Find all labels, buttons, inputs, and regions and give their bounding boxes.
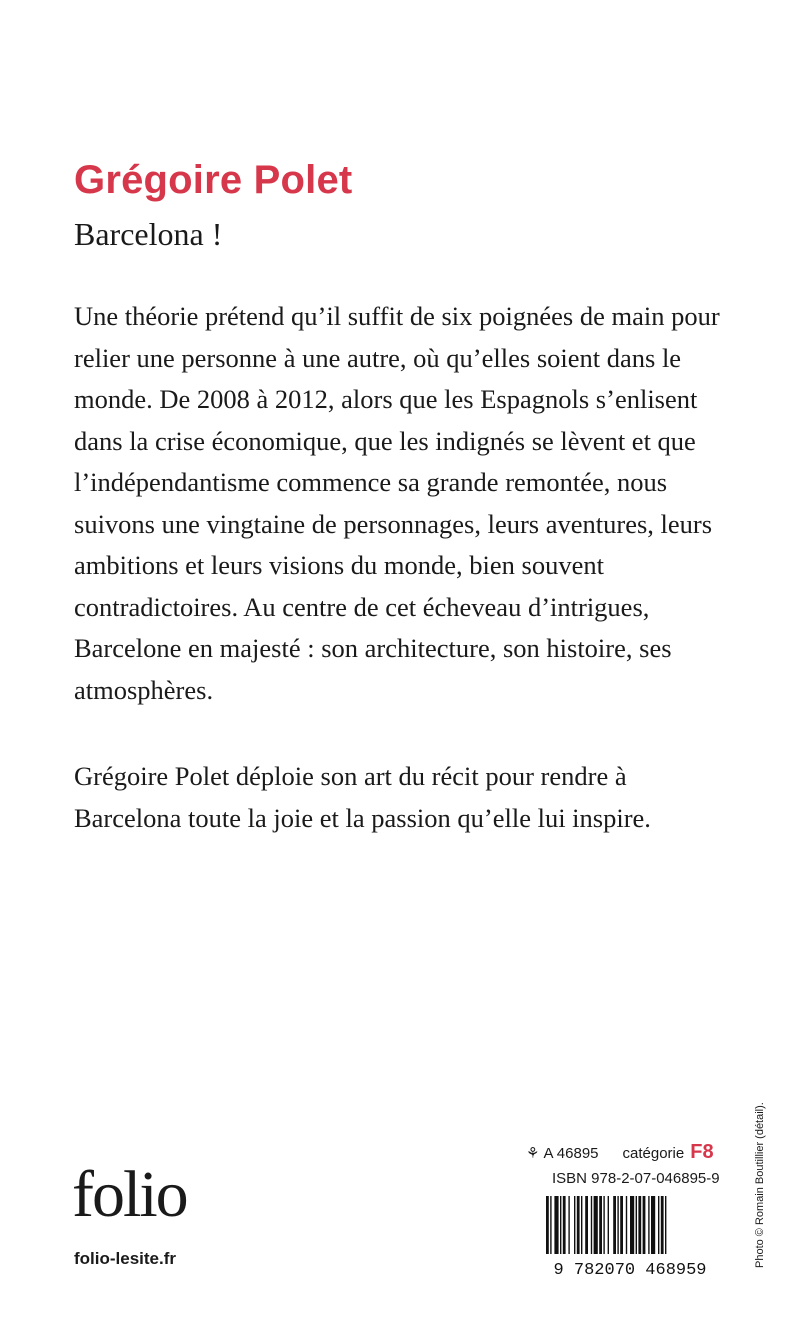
blurb-paragraph-2: Grégoire Polet déploie son art du récit pour rendre à Barcelona toute la joie et la passion qu’elle lui inspire. (74, 761, 651, 833)
barcode-bar (546, 1196, 549, 1254)
barcode-bar (651, 1196, 655, 1254)
publisher-website: folio-lesite.fr (74, 1249, 177, 1268)
barcode-bar (599, 1196, 602, 1254)
barcode-bar (603, 1196, 604, 1254)
barcode-bar (577, 1196, 580, 1254)
barcode-bar (594, 1196, 598, 1254)
category-value: F8 (690, 1141, 714, 1163)
barcode-number: 9 782070 468959 (553, 1261, 707, 1276)
barcode-bar (620, 1196, 623, 1254)
barcode-bar (617, 1196, 618, 1254)
barcode-bar (554, 1196, 558, 1254)
barcode-bar (630, 1196, 634, 1254)
publisher-mark-icon: ⚘ (526, 1145, 540, 1162)
barcode-bar (665, 1196, 666, 1254)
barcode-bar (563, 1196, 566, 1254)
photo-credit: Photo © Romain Boutillier (détail). (754, 1102, 766, 1268)
barcode-bar (574, 1196, 575, 1254)
author-name: Grégoire Polet (74, 158, 353, 202)
category-label: catégorie (622, 1145, 685, 1162)
book-title: Barcelona ! (74, 216, 223, 252)
blurb-paragraph-1: Une théorie prétend qu’il suffit de six poignées de main pour relier une personne à une autre, où qu’elles soient dans le monde. De 2008 à 2012, alors que les Espagnols s’enlisent dans la crise économique, que les indignés se lèvent et que l’indépendantisme commence sa grande remontée, nous suivons une vingtaine de personnages, leurs aventures, leurs ambitions et leurs visions du monde, bien souvent contradictoires. Au centre de cet écheveau d’intrigues, Barcelone en majesté : son architecture, son histoire, ses atmosphères. (74, 301, 720, 705)
barcode-bar (613, 1196, 616, 1254)
catalog-code-row (526, 1141, 726, 1164)
barcode-bar (550, 1196, 551, 1254)
barcode-bar (591, 1196, 592, 1254)
barcode-bar (636, 1196, 637, 1254)
barcode (532, 1196, 728, 1276)
isbn: ISBN 978-2-07-046895-9 (552, 1170, 720, 1187)
publisher-logo: folio (72, 1158, 187, 1231)
barcode-bar (626, 1196, 627, 1254)
catalog-code: A 46895 (543, 1145, 599, 1162)
barcode-bar (585, 1196, 588, 1254)
barcode-bar (638, 1196, 641, 1254)
barcode-bar (661, 1196, 664, 1254)
barcode-bar (648, 1196, 649, 1254)
barcode-bar (608, 1196, 609, 1254)
barcode-bar (643, 1196, 646, 1254)
barcode-bar (568, 1196, 569, 1254)
barcode-bar (581, 1196, 582, 1254)
barcode-bar (560, 1196, 561, 1254)
barcode-bar (658, 1196, 659, 1254)
